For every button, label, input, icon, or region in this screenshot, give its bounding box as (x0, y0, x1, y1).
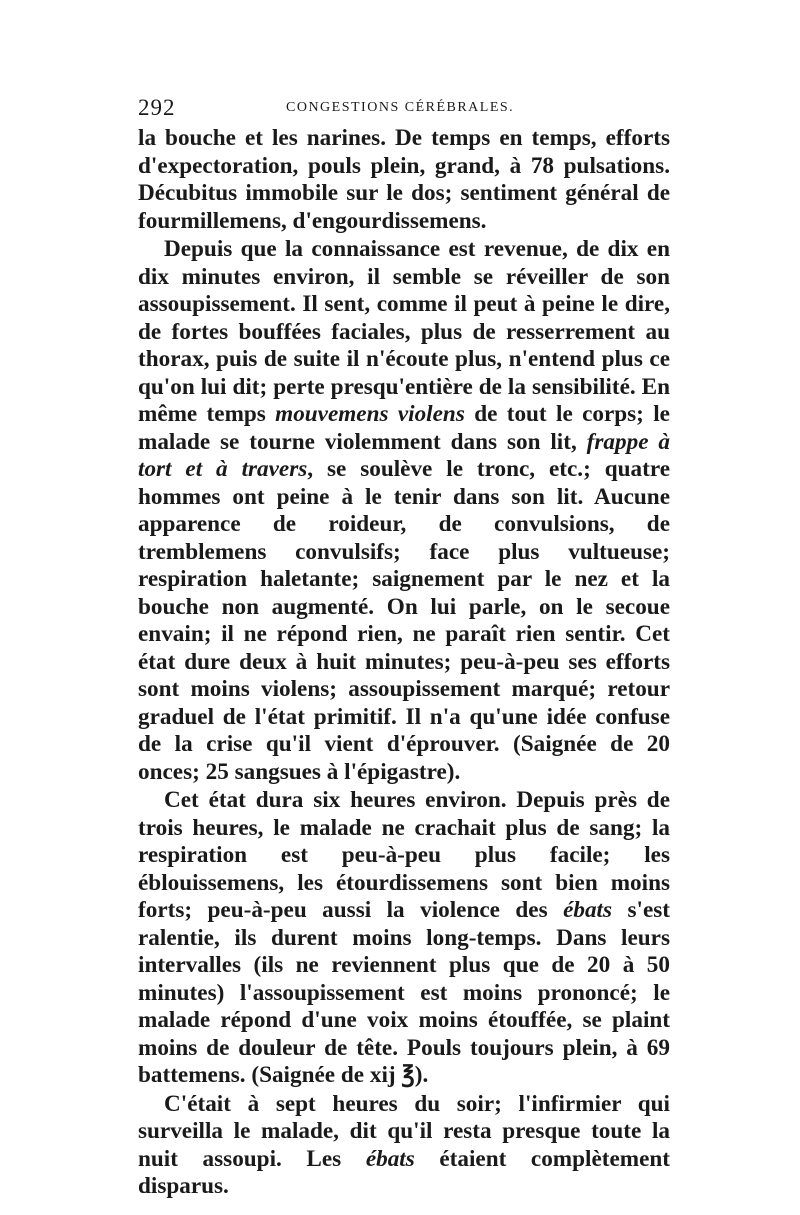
page-number: 292 (138, 95, 176, 120)
italic-phrase: mouvemens violens (275, 401, 465, 427)
paragraph-text: , se soulève le tronc, etc.; quatre hommes ont peine à le tenir dans son lit. Aucune apparence de roideur, de convulsions, de tremblemens convulsifs; face plus vultueuse; respiration haletante; saignement par le nez et la bouche non augmenté. On lui parle, on le secoue envain; il ne répond rien, ne paraît rien sentir. Cet état dure deux à huit minutes; peu-à-peu ses efforts sont moins violens; assoupissement marqué; retour graduel de l'état primitif. Il n'a qu'une idée confuse de la crise qu'il vient d'éprouver. (Saignée de 20 onces; 25 sangsues à l'épigastre). (138, 456, 670, 785)
paragraph-text: la bouche et les narines. De temps en temps, efforts d'expectoration, pouls plein, grand, à 78 pulsations. Décubitus immobile sur le dos; sentiment général de fourmillemens, d'engourdissemens. (138, 125, 670, 234)
paragraph-1 (138, 125, 670, 235)
body-text (138, 125, 670, 1201)
paragraph-text: Cet état dura six heures environ. Depuis près de trois heures, le malade ne crachait plus de sang; la respiration est peu-à-peu plus facile; les éblouissemens, les étourdissemens sont bien moins forts; peu-à-peu aussi la violence des (138, 787, 670, 923)
paragraph-2 (138, 236, 670, 786)
paragraph-3 (138, 787, 670, 1090)
page-header (138, 95, 670, 125)
paragraph-text: Depuis que la connaissance est revenue, de dix en dix minutes environ, il semble se réveiller de son assoupissement. Il sent, comme il peut à peine le dire, de fortes bouffées faciales, plus de resserrement au thorax, puis de suite il n'écoute plus, n'entend plus ce qu'on lui dit; perte presqu'entière de la sensibilité. En même temps (138, 236, 670, 427)
paragraph-text: étaient complètement disparus. (138, 1145, 670, 1199)
paragraph-text: C'était à sept heures du soir; l'infirmier qui surveilla le malade, dit qu'il resta presque toute la nuit assoupi. Les (138, 1090, 670, 1172)
paragraph-text: s'est ralentie, ils durent moins long-temps. Dans leurs intervalles (ils ne reviennent plus que de 20 à 50 minutes) l'assoupissement est moins prononcé; le malade répond d'une voix moins étouffée, se plaint moins de douleur de tête. Pouls toujours plein, à 69 battemens. (Saignée de xij ℥). (138, 897, 670, 1088)
italic-phrase: frappe à tort et à travers (138, 428, 670, 482)
paragraph-text: de tout le corps; le malade se tourne violemment dans son lit, (138, 401, 670, 455)
running-head: CONGESTIONS CÉRÉBRALES. (286, 100, 515, 115)
paragraph-4 (138, 1091, 670, 1201)
italic-phrase: ébats (365, 1145, 415, 1172)
italic-phrase: ébats (563, 897, 613, 923)
